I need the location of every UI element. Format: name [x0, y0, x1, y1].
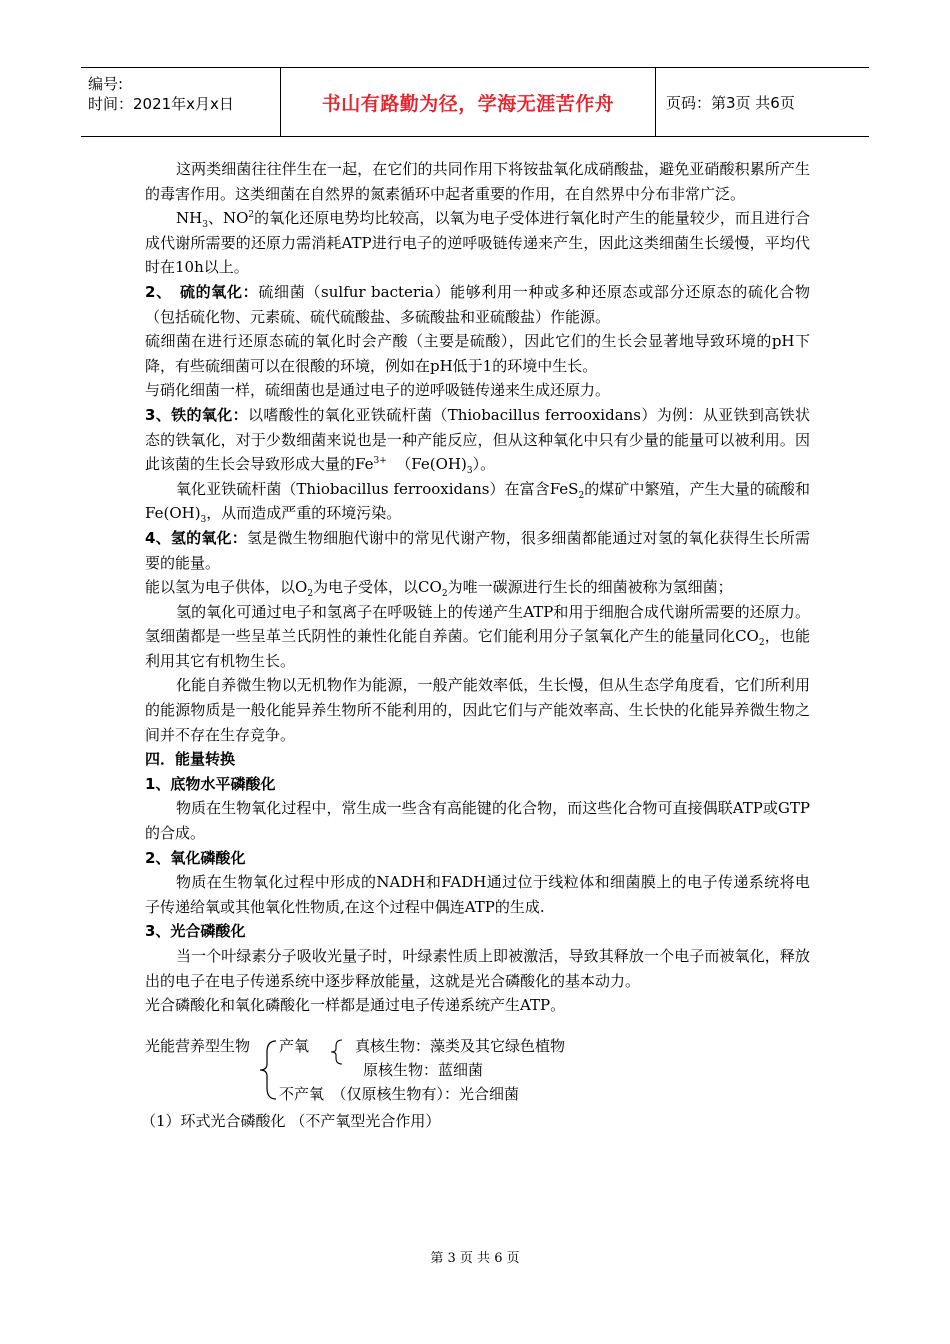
- subsection-heading: 1、底物水平磷酸化: [145, 774, 276, 793]
- section-iron: 3、铁的氧化：以嗜酸性的氧化亚铁硫杆菌（Thiobacillus ferrooxidans）为例：从亚铁到高铁状态的铁氧化，对于少数细菌来说也是一种产能反应，但从这种氧化中只有少量的能量可以被利用。因此该菌的生长会导致形成大量的$Fe^{3+}$ $(Fe(OH)_3)$。: [145, 405, 810, 477]
- paragraph: 当一个叶绿素分子吸收光量子时，叶绿素性质上即被激活，导致其释放一个电子而被氧化，释放出的电子在电子传递系统中逐步释放能量，这就是光合磷酸化的基本动力。: [145, 947, 810, 990]
- section-sulfur: 2、 硫的氧化：硫细菌（sulfur bacteria）能够利用一种或多种还原态或部分还原态的硫化合物（包括硫化物、元素硫、硫代硫酸盐、多硫酸盐和亚硫酸盐）作能源。: [145, 282, 810, 326]
- paragraph: 能以氢为电子供体，以$O_2$为电子受体，以$CO_2$为唯一碳源进行生长的细菌被称为氢细菌；: [145, 578, 733, 600]
- left-brace-icon: [328, 1038, 344, 1066]
- tree-branch-anoxygenic: 不产氧 （仅原核生物有）：光合细菌: [279, 1084, 520, 1103]
- paragraph: 这两类细菌往往伴生在一起，在它们的共同作用下将铵盐氧化成硝酸盐，避免亚硝酸积累所产生的毒害作用。这类细菌在自然界的氮素循环中起者重要的作用，在自然界中分布非常广泛。: [145, 160, 810, 203]
- page-header: [81, 67, 869, 137]
- left-brace-icon: [256, 1038, 278, 1102]
- subsection-heading: 3、光合磷酸化: [145, 922, 246, 941]
- header-left: [81, 68, 281, 136]
- paragraph: 氢的氧化可通过电子和氢离子在呼吸链上的传递产生ATP和用于细胞合成代谢所需要的还原力。氢细菌都是一些呈革兰氏阴性的兼性化能自养菌。它们能利用分子氢氧化产生的能量同化$CO_2$，也能利用其它有机物生长。: [145, 602, 810, 670]
- section-title: 4、氢的氧化：: [145, 528, 247, 547]
- document-body: [141, 157, 810, 1133]
- section-title: 3、铁的氧化：: [145, 405, 248, 424]
- section-title: 2、 硫的氧化：: [145, 282, 259, 301]
- paragraph: 化能自养微生物以无机物作为能源，一般产能效率低，生长慢，但从生态学角度看，它们所利用的能源物质是一般化能异养生物所不能利用的，因此它们与产能效率高、生长快的化能异养微生物之间并不存在生存竞争。: [145, 676, 810, 744]
- tree-branch-oxygenic: 产氧: [279, 1036, 310, 1055]
- classification-tree: [145, 1034, 810, 1109]
- paragraph: 物质在生物氧化过程中，常生成一些含有高能键的化合物，而这些化合物可直接偶联ATP或GTP的合成。: [145, 799, 810, 843]
- page-footer: 第 3 页 共 6 页: [430, 1251, 520, 1266]
- header-number: 编号:: [88, 75, 124, 93]
- paragraph: 氧化亚铁硫杆菌（Thiobacillus ferrooxidans）在富含FeS$_2$的煤矿中繁殖，产生大量的硫酸和$Fe(OH)_3$，从而造成严重的环境污染。: [145, 479, 810, 526]
- paragraph: 与硝化细菌一样，硫细菌也是通过电子的逆呼吸链传递来生成还原力。: [145, 381, 611, 400]
- tree-root: 光能营养型生物: [145, 1036, 251, 1055]
- paragraph: $NH_3$、$NO^2$的氧化还原电势均比较高，以氧为电子受体进行氧化时产生的能量较少，而且进行合成代谢所需要的还原力需消耗ATP进行电子的逆呼吸链传递来产生，因此这类细菌生长缓慢，平均代时在10h以上。: [145, 209, 810, 277]
- section-heading: 四．能量转换: [145, 750, 236, 769]
- subsection-heading: 2、氧化磷酸化: [145, 848, 246, 867]
- section-hydrogen: 4、氢的氧化：氢是微生物细胞代谢中的常见代谢产物，很多细菌都能通过对氢的氧化获得生长所需要的能量。: [145, 528, 810, 572]
- tree-leaf-prokaryote: 原核生物：蓝细菌: [363, 1060, 484, 1079]
- paragraph: 光合磷酸化和氧化磷酸化一样都是通过电子传递系统产生ATP。: [145, 996, 566, 1015]
- tree-leaf-eukaryote: 真核生物：藻类及其它绿色植物: [355, 1036, 566, 1055]
- header-slogan: 书山有路勤为径，学海无涯苦作舟: [281, 68, 656, 136]
- paragraph: （1）环式光合磷酸化 （不产氧型光合作用）: [141, 1111, 441, 1130]
- paragraph: 物质在生物氧化过程中形成的NADH和FADH通过位于线粒体和细菌膜上的电子传递系统将电子传递给氧或其他氧化性物质,在这个过程中偶连ATP的生成.: [145, 873, 810, 916]
- paragraph: 硫细菌在进行还原态硫的氧化时会产酸（主要是硫酸），因此它们的生长会显著地导致环境的pH下降，有些硫细菌可以在很酸的环境，例如在pH低于1的环境中生长。: [145, 332, 810, 375]
- header-page-info: 页码：第3页 共6页: [666, 93, 795, 112]
- header-time: 时间：2021年x月x日: [88, 95, 234, 113]
